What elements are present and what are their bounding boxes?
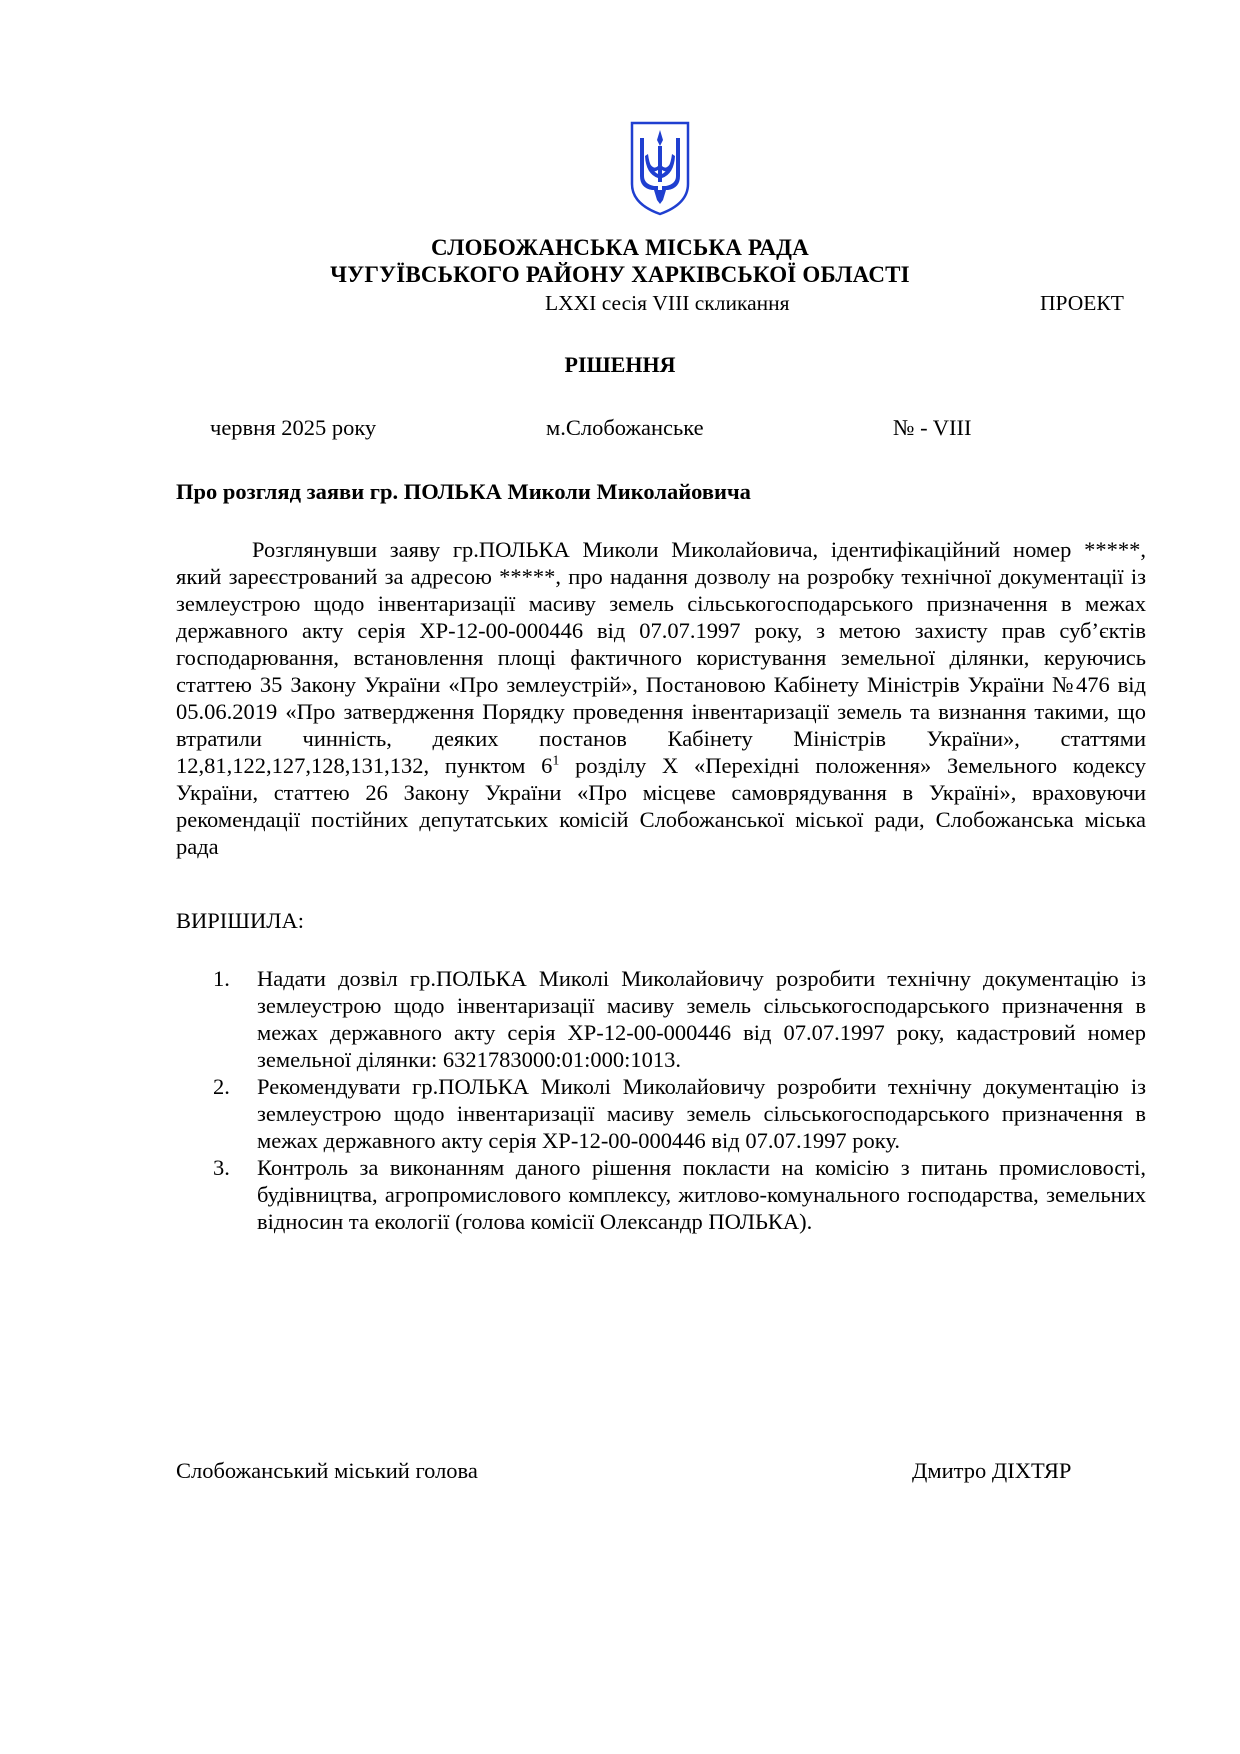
preamble-superscript: 1 [552,753,560,769]
draft-status: ПРОЕКТ [1040,291,1124,315]
decision-number: № - VIII [893,415,972,440]
decision-date: червня 2025 року [210,415,377,440]
resolution-item [176,965,1146,1073]
resolution-items [176,965,1146,1235]
item-number: 1. [213,966,230,991]
decision-title: РІШЕННЯ [564,352,676,377]
item-number: 2. [213,1074,230,1099]
council-name: СЛОБОЖАНСЬКА МІСЬКА РАДА [431,235,809,260]
preamble-text: Розглянувши заяву гр.ПОЛЬКА Миколи Миколайовича, ідентифікаційний номер *****, який зареєстрований за адресою *****, про надання дозволу на розробку технічної документації із землеустрою щодо інвентаризації масиву земель сільськогосподарського призначення в межах державного акту серія ХР-12-00-000446 від 07.07.1997 року, з метою захисту прав суб’єктів господарювання, встановлення площі фактичного користування земельної ділянки, керуючись статтею 35 Закону України «Про землеустрій», Постановою Кабінету Міністрів України №476 від 05.06.2019 «Про затвердження Порядку проведення інвентаризації земель та визнання такими, що втратили чинність, деяких постанов Кабінету Міністрів України», статтями 12,81,122,127,128,131,132, пунктом 6 [176,537,1146,778]
signer-name: Дмитро ДІХТЯР [912,1458,1072,1483]
item-text: Надати дозвіл гр.ПОЛЬКА Миколі Миколайовичу розробити технічну документацію із землеустрою щодо інвентаризації масиву земель сільськогосподарського призначення в межах державного акту серія ХР-12-00-000446 від 07.07.1997 року, кадастровий номер земельної ділянки: 6321783000:01:000:1013. [257,966,1146,1072]
item-number: 3. [213,1155,230,1180]
session-info: LXXI сесія VIII скликання [545,291,790,315]
item-text: Контроль за виконанням даного рішення покласти на комісію з питань промисловості, будівництва, агропромислового комплексу, житлово-комунального господарства, земельних відносин та екології (голова комісії Олександр ПОЛЬКА). [257,1155,1146,1234]
preamble-paragraph [176,536,1146,860]
resolution-item [176,1073,1146,1154]
resolved-label: ВИРІШИЛА: [176,908,304,933]
ukraine-trident-icon [628,120,692,216]
preamble-text-continued: розділу Х «Перехідні положення» Земельного кодексу України, статтею 26 Закону України «Про місцеве самоврядування в Україні», враховуючи рекомендації постійних депутатських комісій Слобожанської міської ради, Слобожанська міська рада [176,753,1146,859]
signer-title: Слобожанський міський голова [176,1458,478,1483]
item-text: Рекомендувати гр.ПОЛЬКА Миколі Миколайовичу розробити технічну документацію із землеустрою щодо інвентаризації масиву земель сільськогосподарського призначення в межах державного акту серія ХР-12-00-000446 від 07.07.1997 року. [257,1074,1146,1153]
decision-place: м.Слобожанське [546,415,704,440]
decision-subject: Про розгляд заяви гр. ПОЛЬКА Миколи Миколайовича [176,479,751,504]
district-name: ЧУГУЇВСЬКОГО РАЙОНУ ХАРКІВСЬКОЇ ОБЛАСТІ [330,262,910,287]
resolution-item [176,1154,1146,1235]
